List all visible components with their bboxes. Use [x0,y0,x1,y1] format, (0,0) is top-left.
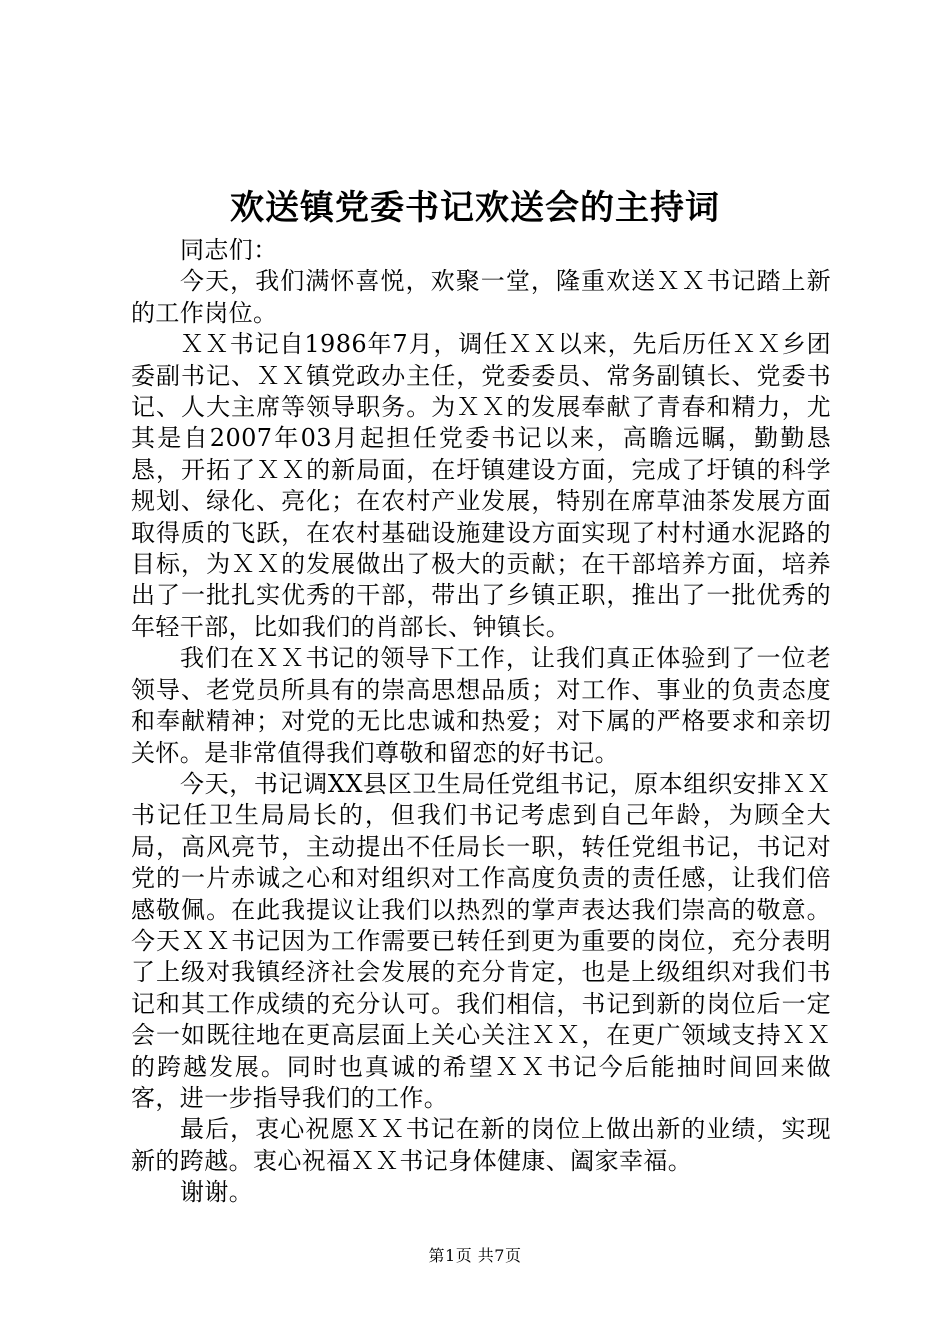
paragraph-leadership: 我们在ＸＸ书记的领导下工作，让我们真正体验到了一位老领导、老党员所具有的崇高思想品质；对工作、事业的负责态度和奉献精神；对党的无比忠诚和热爱；对下属的严格要求和亲切关怀。是非常值得我们尊敬和留恋的好书记。 [131,644,831,767]
paragraph-opening: 今天，我们满怀喜悦，欢聚一堂，隆重欢送ＸＸ书记踏上新的工作岗位。 [131,267,831,327]
paragraph-transfer: 今天，书记调XX县区卫生局任党组书记，原本组织安排ＸＸ书记任卫生局局长的，但我们书记考虑到自己年龄，为顾全大局，高风亮节，主动提出不任局长一职，转任党组书记，书记对党的一片赤诚之心和对组织对工作高度负责的责任感，让我们倍感敬佩。在此我提议让我们以热烈的掌声表达我们崇高的敬意。今天ＸＸ书记因为工作需要已转任到更为重要的岗位，充分表明了上级对我镇经济社会发展的充分肯定，也是上级组织对我们书记和其工作成绩的充分认可。我们相信，书记到新的岗位后一定会一如既往地在更高层面上关心关注ＸＸ，在更广领域支持ＸＸ的跨越发展。同时也真诚的希望ＸＸ书记今后能抽时间回来做客，进一步指导我们的工作。 [131,769,831,1112]
document-body [131,235,831,1209]
paragraph-career: ＸＸ书记自1986年7月，调任ＸＸ以来，先后历任ＸＸ乡团委副书记、ＸＸ镇党政办主任，党委委员、常务副镇长、党委书记、人大主席等领导职务。为ＸＸ的发展奉献了青春和精力，尤其是自2007年03月起担任党委书记以来，高瞻远瞩，勤勤恳恳，开拓了ＸＸ的新局面，在圩镇建设方面，完成了圩镇的科学规划、绿化、亮化；在农村产业发展，特别在席草油茶发展方面取得质的飞跃，在农村基础设施建设方面实现了村村通水泥路的目标，为ＸＸ的发展做出了极大的贡献；在干部培养方面，培养出了一批扎实优秀的干部，带出了乡镇正职，推出了一批优秀的年轻干部，比如我们的肖部长、钟镇长。 [131,330,831,641]
paragraph-greeting: 同志们： [180,236,278,264]
paragraph-wishes: 最后，衷心祝愿ＸＸ书记在新的岗位上做出新的业绩，实现新的跨越。衷心祝福ＸＸ书记身体健康、阖家幸福。 [131,1115,831,1175]
paragraph-thanks: 谢谢。 [180,1178,254,1207]
page-title: 欢送镇党委书记欢送会的主持词 [230,188,720,228]
page-number: 第1页 共7页 [428,1246,522,1265]
